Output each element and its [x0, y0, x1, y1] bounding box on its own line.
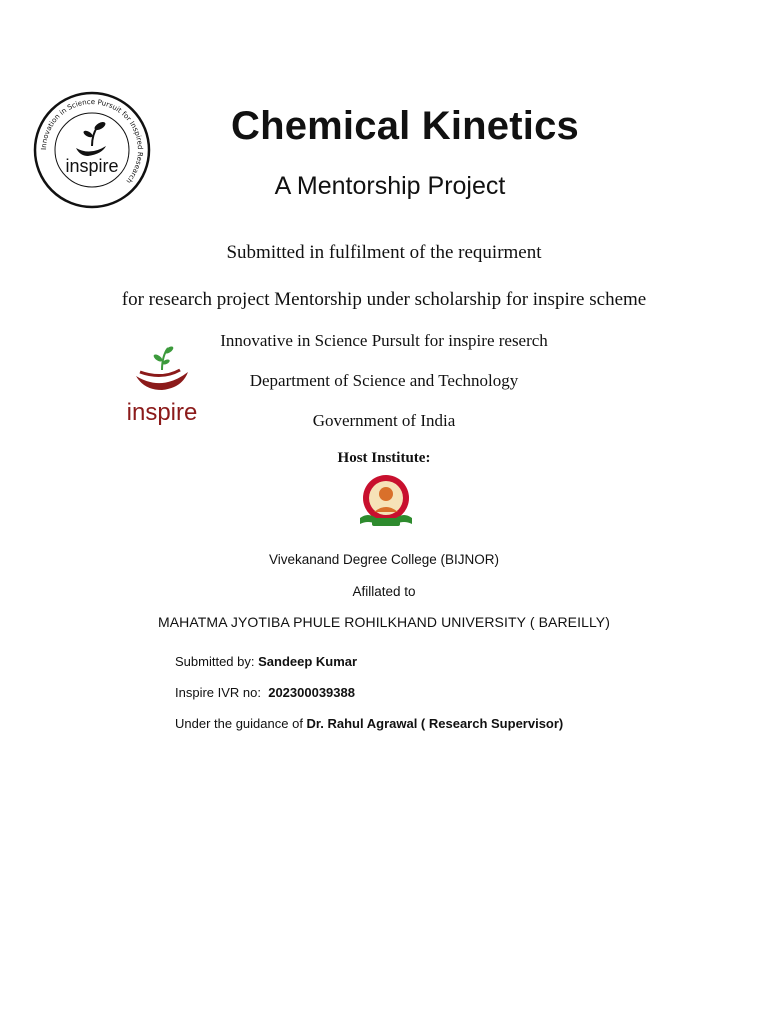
page-title: Chemical Kinetics — [231, 104, 579, 148]
guidance-value: Dr. Rahul Agrawal ( Research Supervisor) — [306, 716, 564, 731]
college-emblem-icon — [358, 472, 414, 530]
college-emblem — [358, 472, 414, 530]
ivr-row — [175, 685, 355, 700]
submission-line-2: for research project Mentorship under scholarship for inspire scheme — [121, 289, 647, 310]
inspire-hand-plant-icon — [122, 342, 202, 426]
inspire-logo-text: inspire — [126, 399, 198, 426]
guidance-label: Under the guidance of — [175, 716, 307, 731]
government-name: Government of India — [312, 411, 456, 430]
host-institute-label: Host Institute: — [337, 450, 431, 466]
submitted-by-name: Sandeep Kumar — [258, 654, 358, 669]
ivr-value: 202300039388 — [268, 685, 355, 700]
seal-text: inspire — [65, 156, 119, 176]
guidance-row — [175, 716, 563, 731]
department-name: Department of Science and Technology — [249, 371, 519, 390]
inspire-logo — [122, 342, 202, 426]
program-name: Innovative in Science Pursult for inspire reserch — [220, 331, 548, 350]
submitted-by-label: Submitted by: — [175, 654, 259, 669]
seal-ring-text: Innovation in Science Pursuit for Inspired Research — [39, 97, 145, 185]
submission-line-1: Submitted in fulfilment of the requirment — [226, 242, 542, 263]
affiliated-label: Afillated to — [352, 584, 416, 599]
ivr-label: Inspire IVR no: — [175, 685, 269, 700]
college-name: Vivekanand Degree College (BIJNOR) — [268, 552, 500, 567]
submitted-by-row — [175, 654, 357, 669]
university-name: MAHATMA JYOTIBA PHULE ROHILKHAND UNIVERSITY ( BAREILLY) — [157, 614, 611, 630]
page-subtitle: A Mentorship Project — [274, 172, 506, 200]
